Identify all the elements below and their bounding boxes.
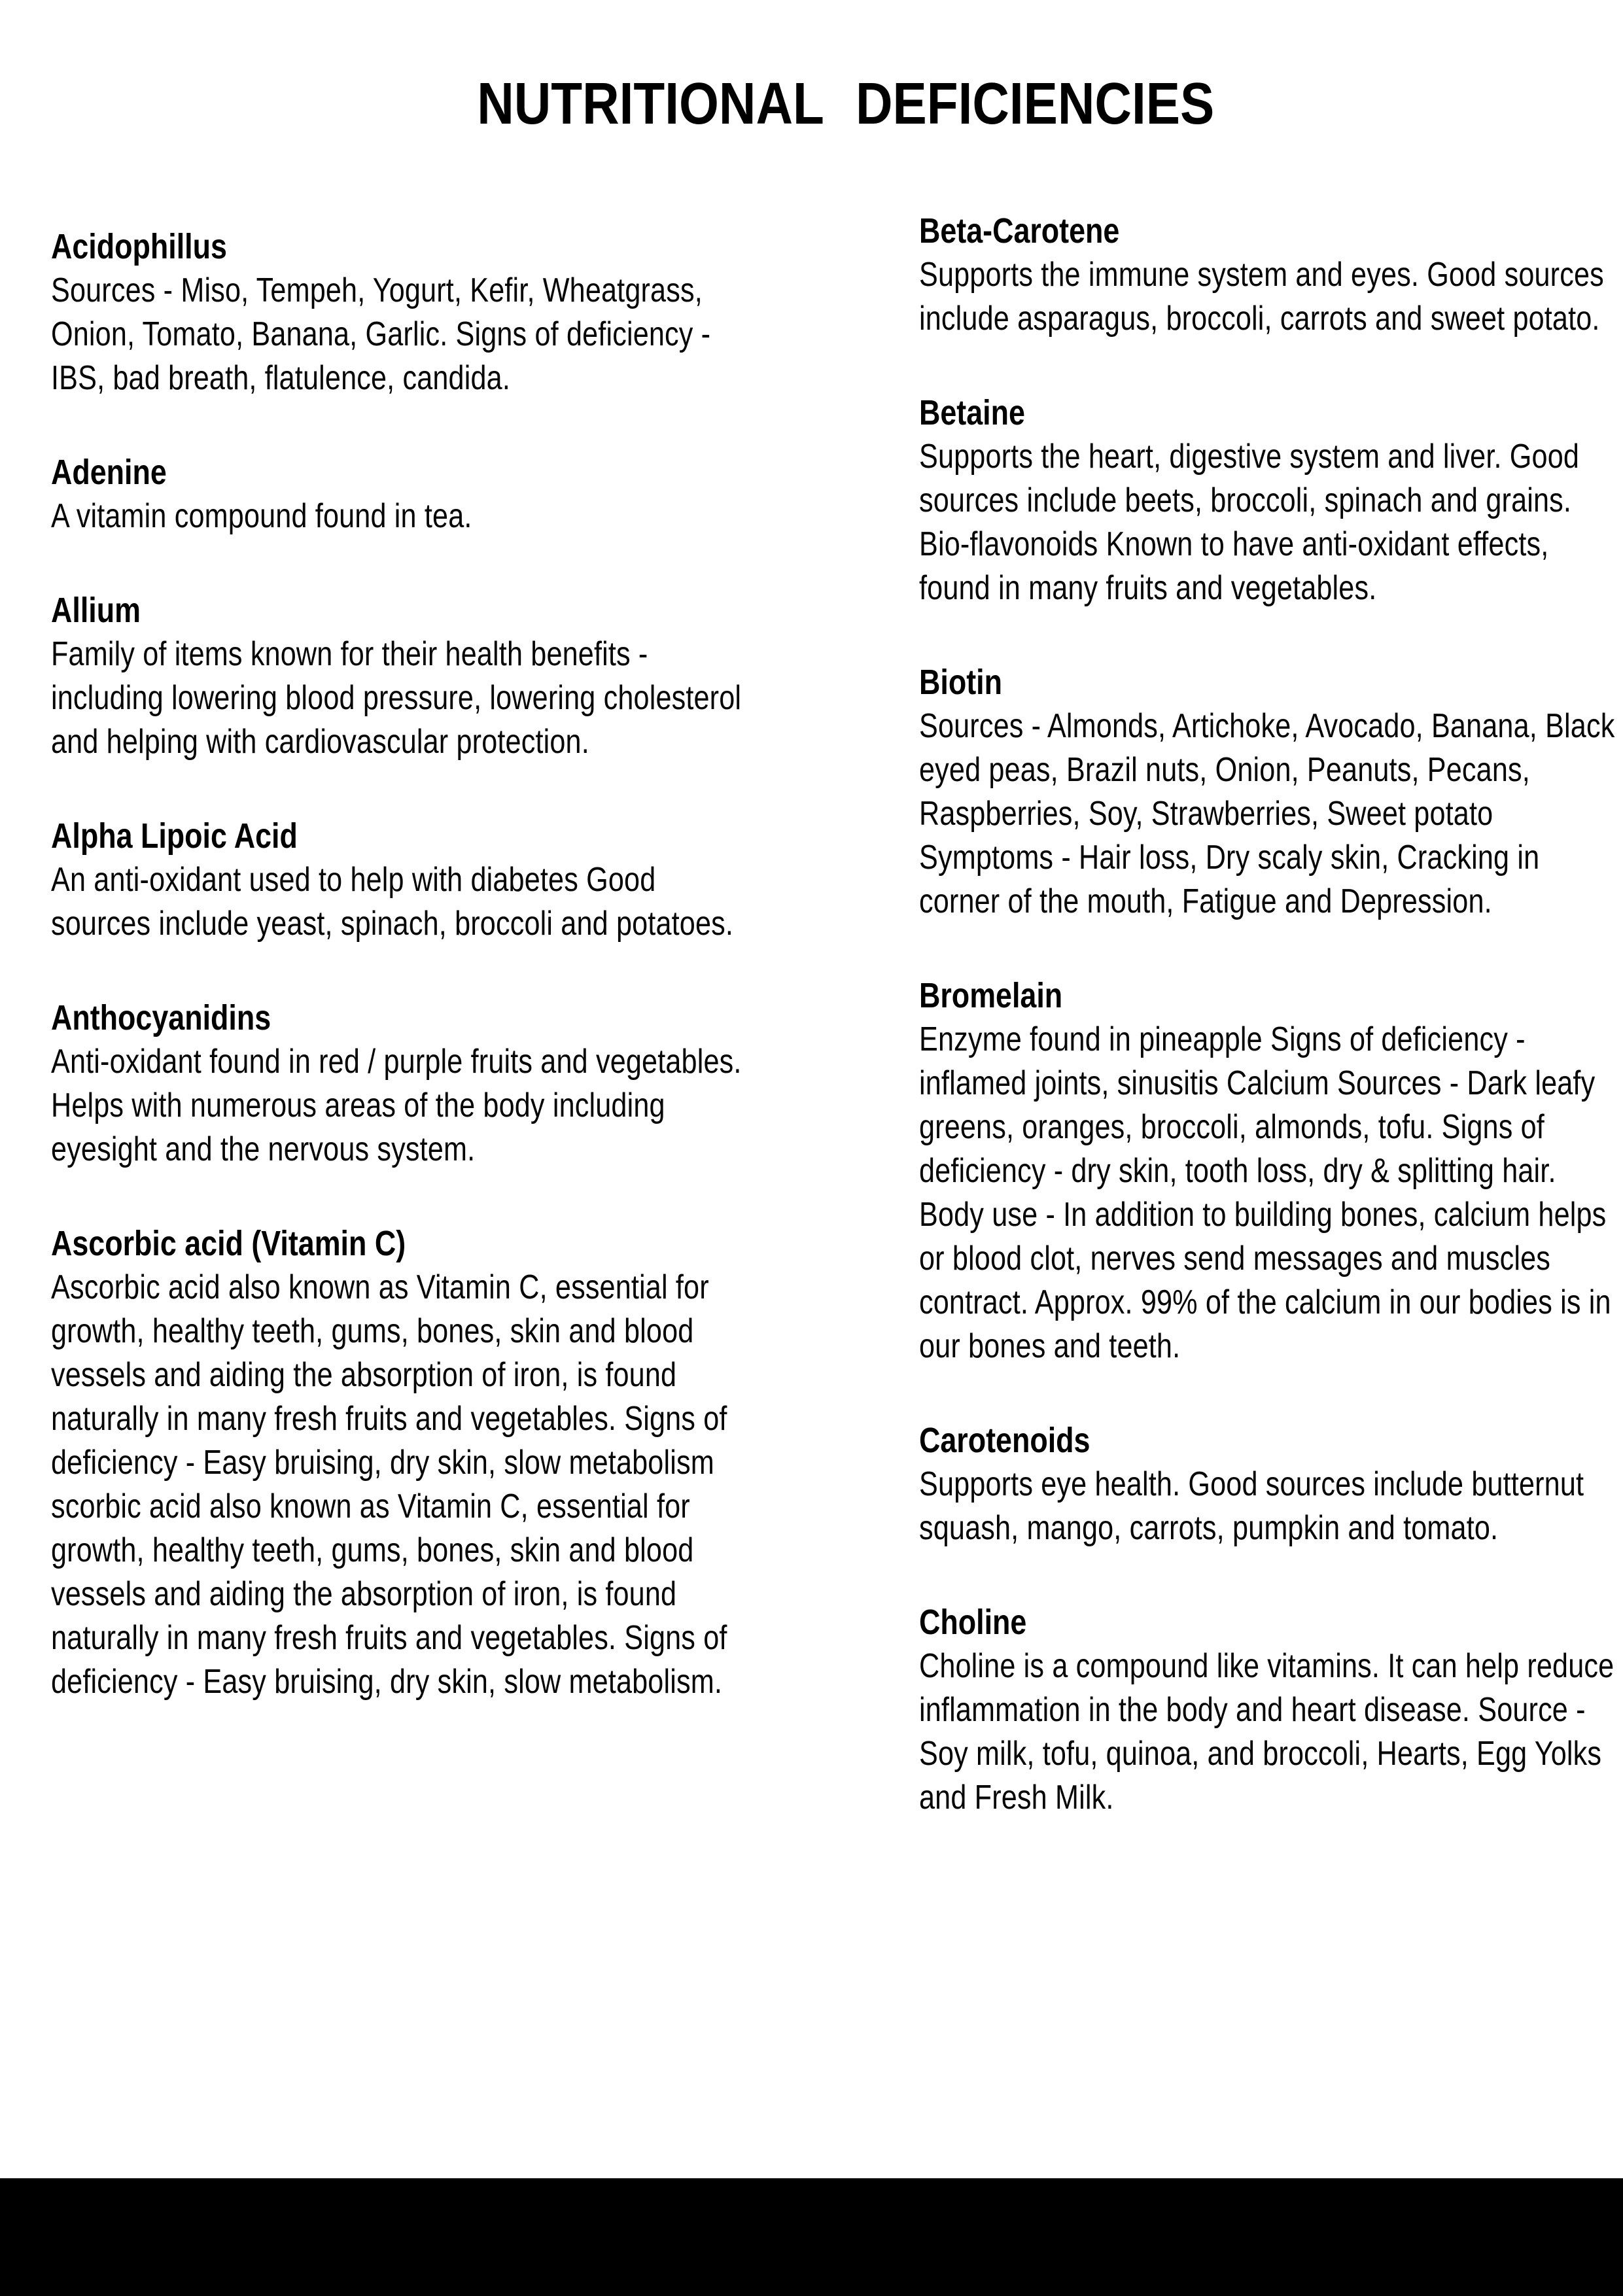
- entry-beta-carotene: [919, 209, 1616, 341]
- entry-heading: Acidophillus: [51, 227, 227, 266]
- entry-body: Ascorbic acid also known as Vitamin C, essential for growth, healthy teeth, gums, bones, skin and blood vessels and aiding the absorption of iron, is found naturally in many fresh fruits and vegetables. Signs of deficiency - Easy bruising, dry skin, slow metabolism scorbic acid also known as Vitamin C, essential for growth, healthy teeth, gums, bones, skin and blood vessels and aiding the absorption of iron, is found naturally in many fresh fruits and vegetables. Signs of deficiency - Easy bruising, dry skin, slow metabolism.: [51, 1268, 727, 1701]
- entry-carotenoids: [919, 1419, 1616, 1550]
- entry-body: A vitamin compound found in tea.: [51, 497, 472, 535]
- entry-alpha-lipoic-acid: [51, 814, 758, 946]
- entry-body: Sources - Almonds, Artichoke, Avocado, Banana, Black eyed peas, Brazil nuts, Onion, Peanuts, Pecans, Raspberries, Soy, Strawberries, Sweet potato Symptoms - Hair loss, Dry scaly skin, Cracking in corner of the mouth, Fatigue and Depression.: [919, 707, 1615, 920]
- entry-heading: Biotin: [919, 663, 1002, 702]
- footer-bar: [0, 2178, 1623, 2296]
- entry-anthocyanidins: [51, 996, 758, 1172]
- page-title: NUTRITIONAL DEFICIENCIES: [477, 71, 1215, 137]
- entry-betaine: [919, 391, 1616, 610]
- entry-body: Choline is a compound like vitamins. It can help reduce inflammation in the body and heart disease. Source - Soy milk, tofu, quinoa, and broccoli, Hearts, Egg Yolks and Fresh Milk.: [919, 1647, 1614, 1817]
- entry-body: Sources - Miso, Tempeh, Yogurt, Kefir, Wheatgrass, Onion, Tomato, Banana, Garlic. Signs of deficiency - IBS, bad breath, flatulence, candida.: [51, 271, 711, 397]
- entry-heading: Adenine: [51, 453, 167, 492]
- entry-heading: Choline: [919, 1603, 1027, 1642]
- entry-heading: Bromelain: [919, 976, 1063, 1015]
- entry-body: Supports the immune system and eyes. Good sources include asparagus, broccoli, carrots and sweet potato.: [919, 256, 1604, 338]
- entry-ascorbic-acid: [51, 1222, 758, 1704]
- entry-body: Supports eye health. Good sources include butternut squash, mango, carrots, pumpkin and tomato.: [919, 1465, 1584, 1547]
- entry-body: Enzyme found in pineapple Signs of deficiency - inflamed joints, sinusitis Calcium Sources - Dark leafy greens, oranges, broccoli, almonds, tofu. Signs of deficiency - dry skin, tooth loss, dry & splitting hair. Body use - In addition to building bones, calcium helps or blood clot, nerves send messages and muscles contract. Approx. 99% of the calcium in our bodies is in our bones and teeth.: [919, 1020, 1611, 1365]
- entry-adenine: [51, 451, 758, 538]
- entry-biotin: [919, 661, 1616, 924]
- entry-allium: [51, 589, 758, 764]
- right-column: [919, 209, 1616, 1820]
- entry-body: Supports the heart, digestive system and liver. Good sources include beets, broccoli, spinach and grains. Bio-flavonoids Known to have anti-oxidant effects, found in many fruits and vegetables.: [919, 438, 1580, 607]
- entry-heading: Carotenoids: [919, 1421, 1091, 1460]
- left-column: [51, 225, 758, 1704]
- entry-heading: Betaine: [919, 393, 1025, 432]
- entry-body: Anti-oxidant found in red / purple fruits and vegetables. Helps with numerous areas of the body including eyesight and the nervous system.: [51, 1043, 742, 1168]
- entry-body: Family of items known for their health benefits - including lowering blood pressure, lowering cholesterol and helping with cardiovascular protection.: [51, 635, 742, 761]
- entry-heading: Alpha Lipoic Acid: [51, 816, 298, 856]
- entry-choline: [919, 1601, 1616, 1820]
- entry-heading: Beta-Carotene: [919, 211, 1120, 251]
- entry-bromelain: [919, 974, 1616, 1368]
- entry-heading: Allium: [51, 591, 141, 630]
- entry-body: An anti-oxidant used to help with diabetes Good sources include yeast, spinach, broccoli and potatoes.: [51, 861, 734, 943]
- entry-heading: Anthocyanidins: [51, 998, 271, 1037]
- entry-heading: Ascorbic acid (Vitamin C): [51, 1224, 406, 1263]
- entry-acidophillus: [51, 225, 758, 400]
